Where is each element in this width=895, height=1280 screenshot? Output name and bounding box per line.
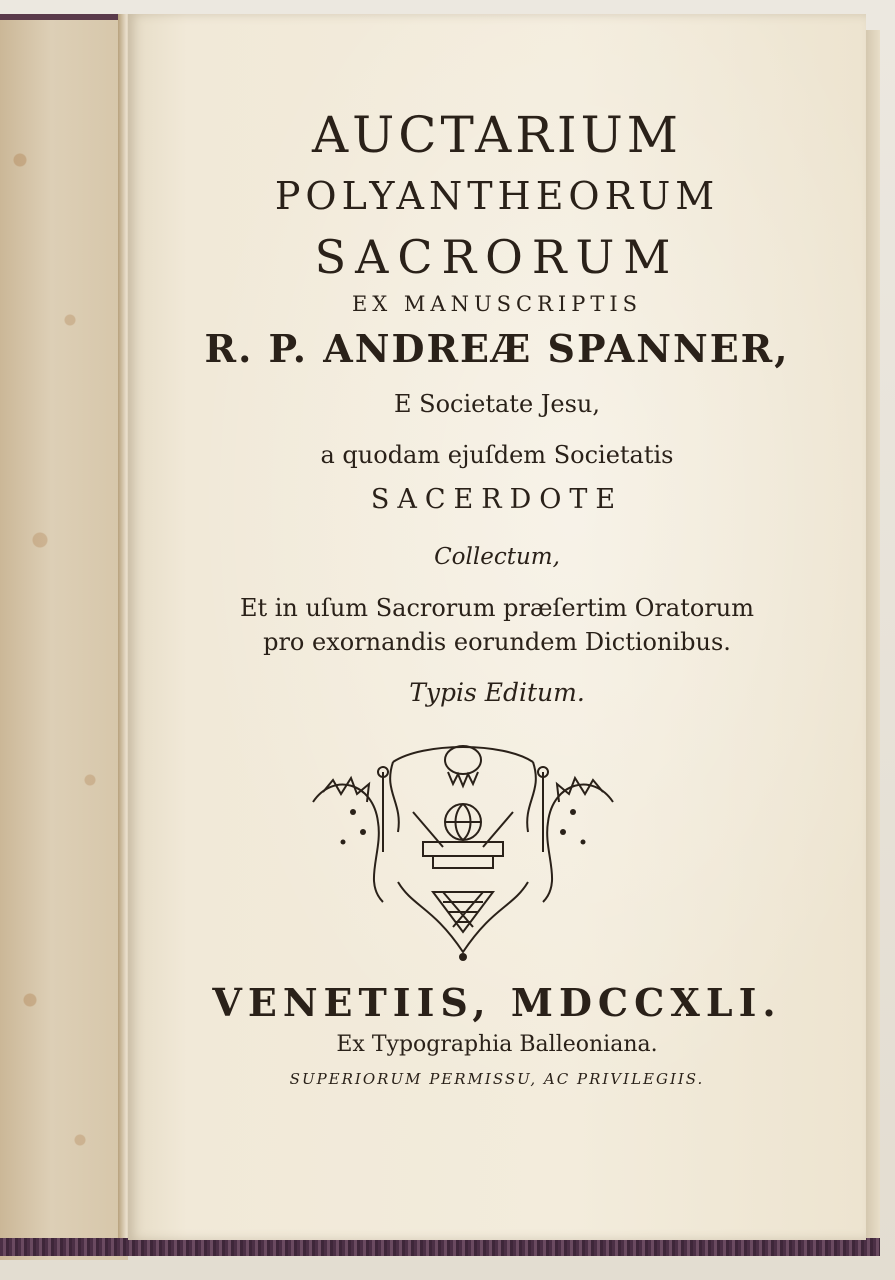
quodam-line: a quodam ejuſdem Societatis <box>320 441 674 469</box>
title-line-3: SACRORUM <box>314 230 680 284</box>
sacerdote-line: SACERDOTE <box>370 484 624 515</box>
book-cover-board <box>0 14 128 1260</box>
marbled-binding-edge <box>0 1238 880 1256</box>
ex-manuscriptis-line: EX MANUSCRIPTIS <box>351 292 643 316</box>
woodcut-vignette-icon <box>303 732 623 972</box>
usum-line-2: pro exornandis eorundem Dictionibus. <box>263 628 731 656</box>
society-line: E Societate Jesu, <box>393 390 600 418</box>
typis-editum-line: Typis Editum. <box>409 678 585 707</box>
imprint-printer: Ex Typographia Balleoniana. <box>336 1032 658 1057</box>
collectum-line: Collectum, <box>434 544 560 570</box>
author-line: R. P. ANDREÆ SPANNER, <box>204 326 790 371</box>
title-line-1: AUCTARIUM <box>312 106 682 164</box>
title-line-2: POLYANTHEORUM <box>274 174 720 218</box>
title-page <box>128 14 866 1240</box>
usum-line-1: Et in uſum Sacrorum præſertim Oratorum <box>239 594 755 622</box>
imprint-permission: SUPERIORUM PERMISSU, AC PRIVILEGIIS. <box>289 1070 705 1088</box>
imprint-place-date: VENETIIS, MDCCXLI. <box>212 980 782 1025</box>
